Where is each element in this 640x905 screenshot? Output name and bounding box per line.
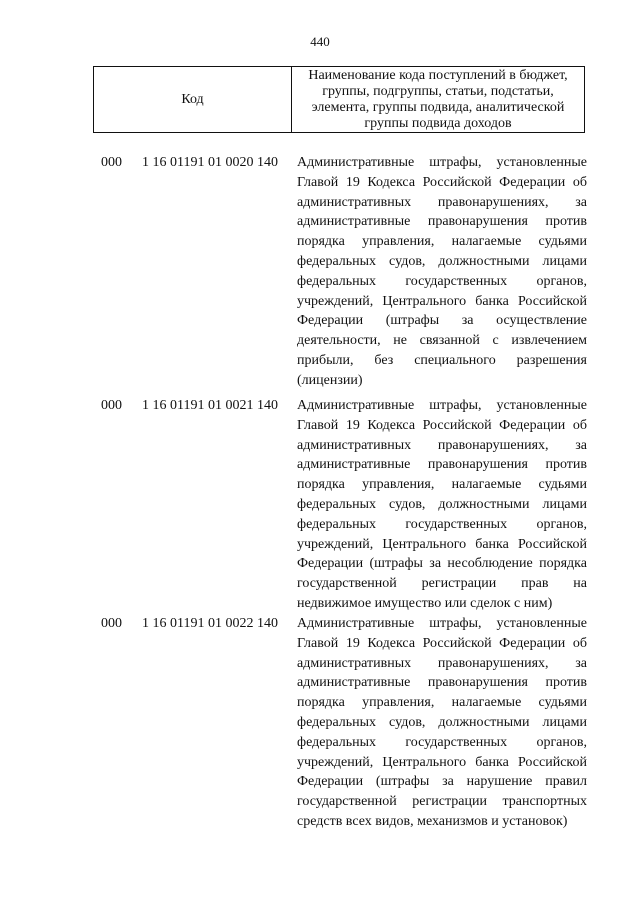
description-line: прибыли, без специального разрешения	[297, 352, 587, 368]
income-description	[297, 153, 587, 391]
description-line: Административные штрафы, установленные	[297, 398, 587, 413]
description-line: (лицензии)	[297, 372, 363, 388]
header-name-label: Наименование кода поступлений в бюджет, группы, подгруппы, статьи, подстатьи, элемента, группы подвида, аналитической группы подвида доходов	[308, 67, 568, 131]
description-line: учреждений, Центрального банка Российской	[297, 293, 587, 309]
description-line: Главой 19 Кодекса Российской Федерации об	[297, 635, 587, 651]
description-line: федеральных государственных органов,	[297, 734, 587, 750]
description-line: государственной регистрации транспортных	[297, 794, 587, 810]
description-line: порядка управления, налагаемые судьями	[297, 695, 587, 711]
description-line: федеральных государственных органов,	[297, 516, 587, 532]
admin-code: 000	[101, 398, 122, 413]
description-line: административных правонарушениях, за	[297, 655, 587, 671]
description-line: средств всех видов, механизмов и установок)	[297, 813, 568, 829]
description-line: административных правонарушениях, за	[297, 437, 587, 453]
description-line: административных правонарушениях, за	[297, 194, 587, 210]
description-line: Главой 19 Кодекса Российской Федерации об	[297, 174, 587, 190]
admin-code: 000	[101, 616, 122, 631]
description-line: учреждений, Центрального банка Российской	[297, 754, 587, 770]
header-code-cell	[94, 67, 292, 132]
income-description	[297, 396, 587, 614]
description-line: недвижимое имущество или сделок с ним)	[297, 595, 553, 611]
header-code-label: Код	[181, 91, 204, 107]
income-code: 1 16 01191 01 0022 140	[142, 616, 278, 631]
description-line: Административные штрафы, установленные	[297, 155, 587, 170]
description-line: Федерации (штрафы за нарушение правил	[297, 774, 587, 790]
description-line: Административные штрафы, установленные	[297, 616, 587, 631]
header-name-cell	[292, 67, 584, 132]
description-line: государственной регистрации прав на	[297, 576, 587, 592]
admin-code: 000	[101, 155, 122, 170]
description-line: Федерации (штрафы за несоблюдение порядка	[297, 556, 587, 572]
description-line: административные правонарушения против	[297, 457, 587, 473]
income-code-row	[0, 153, 640, 386]
description-line: порядка управления, налагаемые судьями	[297, 234, 587, 250]
income-description	[297, 614, 587, 832]
page-number: 440	[310, 34, 330, 49]
income-code: 1 16 01191 01 0021 140	[142, 398, 278, 413]
income-code-row	[0, 396, 640, 611]
description-line: федеральных судов, должностными лицами	[297, 496, 587, 512]
description-line: административные правонарушения против	[297, 214, 587, 230]
description-line: порядка управления, налагаемые судьями	[297, 477, 587, 493]
income-code: 1 16 01191 01 0020 140	[142, 155, 278, 170]
description-line: федеральных судов, должностными лицами	[297, 253, 587, 269]
description-line: Главой 19 Кодекса Российской Федерации об	[297, 417, 587, 433]
description-line: федеральных судов, должностными лицами	[297, 714, 587, 730]
header-table	[93, 66, 585, 133]
description-line: административные правонарушения против	[297, 675, 587, 691]
description-line: федеральных государственных органов,	[297, 273, 587, 289]
income-code-list	[0, 153, 640, 857]
description-line: Федерации (штрафы за осуществление	[297, 313, 587, 329]
description-line: деятельности, не связанной с извлечением	[297, 333, 587, 349]
description-line: учреждений, Центрального банка Российской	[297, 536, 587, 552]
income-code-row	[0, 614, 640, 847]
